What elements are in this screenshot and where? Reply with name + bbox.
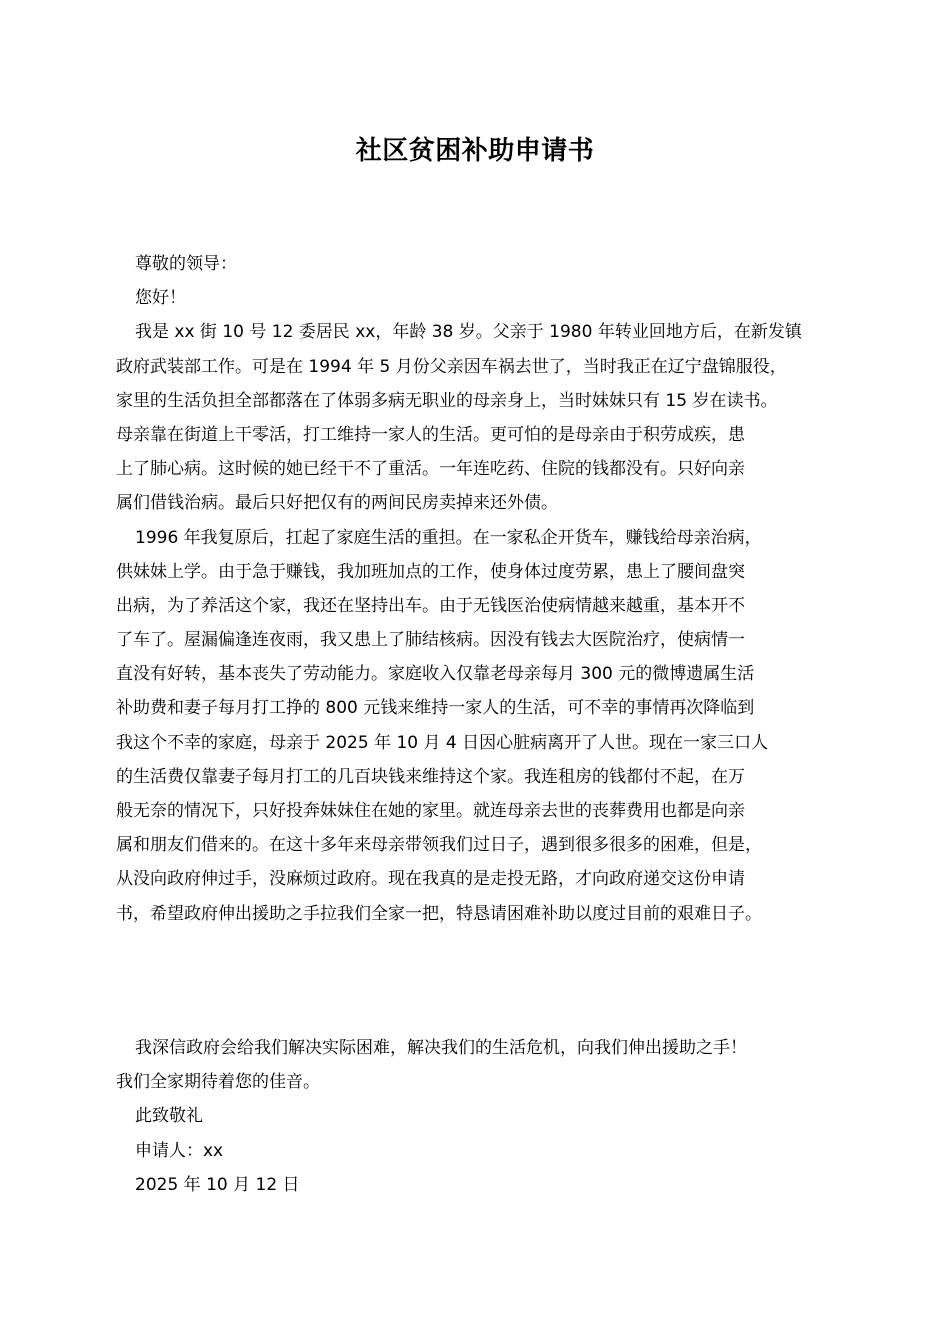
paragraph-line: 家里的生活负担全部都落在了体弱多病无职业的母亲身上，当时妹妹只有 15 岁在读书。 xyxy=(116,390,778,411)
paragraph-line: 属们借钱治病。最后只好把仅有的两间民房卖掉来还外债。 xyxy=(116,493,558,514)
paragraph-line: 我深信政府会给我们解决实际困难，解决我们的生活危机，向我们伸出援助之手！ xyxy=(135,1038,747,1058)
paragraph-line: 上了肺心病。这时候的她已经干不了重活。一年连吃药、住院的钱都没有。只好向亲 xyxy=(116,459,745,480)
paragraph-line: 1996 年我复原后，扛起了家庭生活的重担。在一家私企开货车，赚钱给母亲治病， xyxy=(135,527,762,548)
paragraph-line: 属和朋友们借来的。在这十多年来母亲带领我们过日子，遇到很多很多的困难，但是， xyxy=(116,835,762,856)
paragraph-line: 供妹妹上学。由于急于赚钱，我加班加点的工作，使身体过度劳累，患上了腰间盘突 xyxy=(116,561,745,582)
paragraph-line: 母亲靠在街道上干零活，打工维持一家人的生活。更可怕的是母亲由于积劳成疾，患 xyxy=(116,424,745,445)
paragraph-line: 了车了。屋漏偏逢连夜雨，我又患上了肺结核病。因没有钱去大医院治疗，使病情一 xyxy=(116,630,745,651)
paragraph-line: 从没向政府伸过手，没麻烦过政府。现在我真的是走投无路，才向政府递交这份申请 xyxy=(116,869,745,890)
paragraph-line: 补助费和妻子每月打工挣的 800 元钱来维持一家人的生活，可不幸的事情再次降临到 xyxy=(116,698,755,719)
letter-date: 2025 年 10 月 12 日 xyxy=(135,1174,300,1195)
paragraph-line: 我们全家期待着您的佳音。 xyxy=(116,1072,320,1093)
paragraph-2 xyxy=(116,521,856,931)
document-title: 社区贫困补助申请书 xyxy=(355,136,595,166)
letter-closing-block xyxy=(116,1031,856,1202)
salutation: 尊敬的领导： xyxy=(135,254,237,274)
paragraph-line: 出病，为了养活这个家，我还在坚持出车。由于无钱医治使病情越来越重，基本开不 xyxy=(116,595,745,616)
greeting: 您好！ xyxy=(135,288,186,309)
paragraph-line: 政府武装部工作。可是在 1994 年 5 月份父亲因车祸去世了，当时我正在辽宁盘锦服役， xyxy=(116,356,787,377)
paragraph-line: 般无奈的情况下，只好投奔妹妹住在她的家里。就连母亲去世的丧葬费用也都是向亲 xyxy=(116,801,745,821)
paragraph-1 xyxy=(116,315,856,520)
paragraph-line: 书，希望政府伸出援助之手拉我们全家一把，特恳请困难补助以度过目前的艰难日子。 xyxy=(116,903,762,924)
paragraph-3 xyxy=(116,1031,856,1099)
applicant-signature: 申请人：xx xyxy=(135,1140,224,1161)
paragraph-line: 我这个不幸的家庭，母亲于 2025 年 10 月 4 日因心脏病离开了人世。现在一家三口人 xyxy=(116,732,769,753)
letter-body-main xyxy=(116,247,856,931)
paragraph-line: 我是 xx 街 10 号 12 委居民 xx，年龄 38 岁。父亲于 1980 年转业回地方后，在新发镇 xyxy=(135,322,802,343)
paragraph-line: 直没有好转，基本丧失了劳动能力。家庭收入仅靠老母亲每月 300 元的微博遗属生活 xyxy=(116,664,755,685)
closing-phrase: 此致敬礼 xyxy=(135,1106,203,1127)
paragraph-line: 的生活费仅靠妻子每月打工的几百块钱来维持这个家。我连租房的钱都付不起，在万 xyxy=(116,766,745,787)
